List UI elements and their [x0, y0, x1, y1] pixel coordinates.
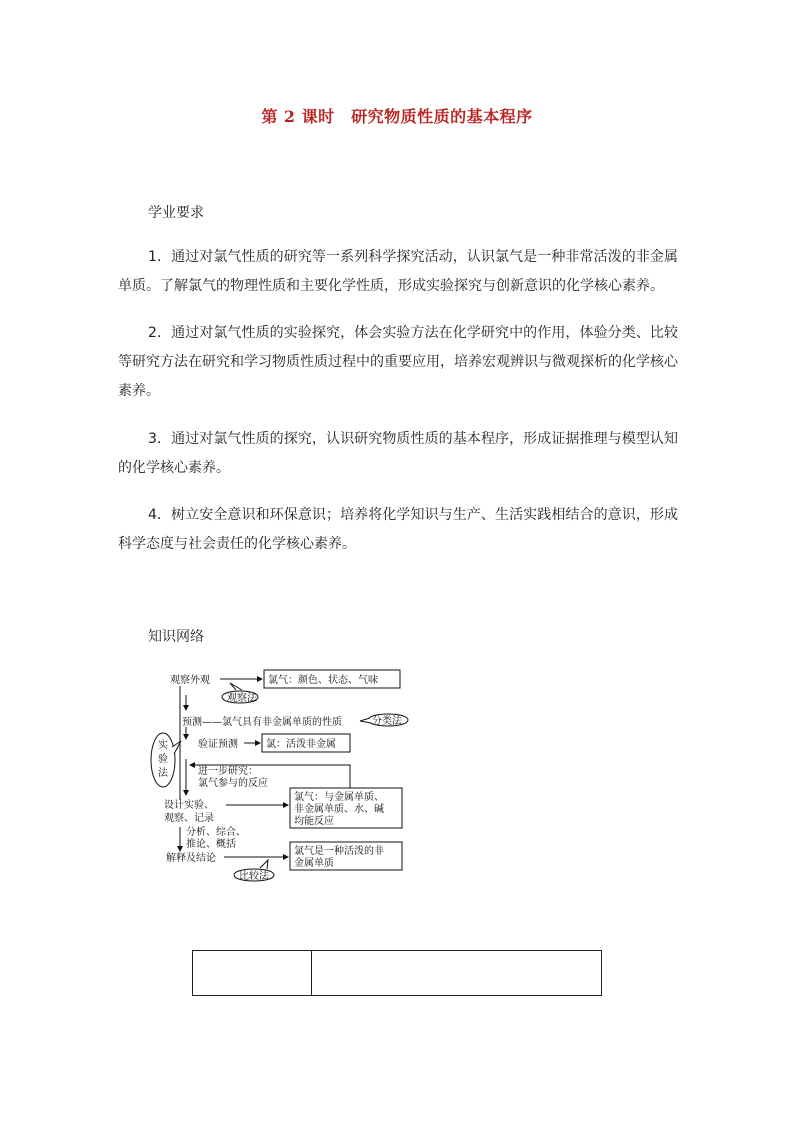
requirement-item-2: 2．通过对氯气性质的实验探究，体会实验方法在化学研究中的作用，体验分类、比较等研究方法在研究和学习物质性质过程中的重要应用，培养宏观辨识与微观探析的化学核心素养。 [118, 325, 678, 399]
box-react-text-2: 非金属单质、水、碱 [294, 804, 384, 815]
step-conclude: 解释及结论 [166, 853, 216, 864]
step-analyze-2: 推论、概括 [186, 839, 236, 850]
box-result-text-1: 氯气是一种活泼的非 [294, 846, 384, 857]
step-verify: 验证预测 [198, 739, 238, 750]
box-appearance-text: 氯气：颜色、状态、气味 [268, 675, 378, 686]
step-design-1: 设计实验、 [164, 800, 214, 811]
empty-table [192, 950, 602, 996]
method-observation: 观察法 [227, 693, 257, 704]
method-comparison: 比较法 [239, 871, 269, 882]
page-title: 第 2 课时 研究物质性质的基本程序 [261, 107, 533, 126]
box-react-text-1: 氯气：与金属单质、 [294, 792, 384, 803]
table-cell-left [193, 951, 312, 995]
step-further-1: 进一步研究： [198, 766, 258, 777]
requirement-item-3: 3．通过对氯气性质的探究，认识研究物质性质的基本程序，形成证据推理与模型认知的化学核心素养。 [118, 431, 678, 476]
step-design-2: 观察、记录 [164, 813, 214, 824]
step-analyze-1: 分析、综合、 [186, 827, 246, 838]
step-observe: 观察外观 [170, 675, 210, 686]
box-active-text: 氯：活泼非金属 [266, 739, 336, 750]
knowledge-network-diagram [150, 655, 430, 890]
network-heading: 知识网络 [148, 629, 204, 645]
box-result-text-2: 金属单质 [294, 858, 334, 869]
requirements-heading: 学业要求 [148, 205, 204, 221]
requirement-item-4: 4．树立安全意识和环保意识；培养将化学知识与生产、生活实践相结合的意识，形成科学态度与社会责任的化学核心素养。 [118, 507, 678, 552]
table-cell-right [312, 951, 601, 995]
method-experiment-2: 验 [158, 754, 168, 765]
step-further-2: 氯气参与的反应 [198, 778, 268, 789]
method-classification: 分类法 [372, 716, 402, 727]
requirement-item-1: 1．通过对氯气性质的研究等一系列科学探究活动，认识氯气是一种非常活泼的非金属单质。了解氯气的物理性质和主要化学性质，形成实验探究与创新意识的化学核心素养。 [118, 249, 678, 294]
step-predict: 预测——氯气具有非金属单质的性质 [182, 717, 342, 728]
method-experiment-3: 法 [158, 768, 168, 779]
method-experiment-1: 实 [158, 740, 168, 751]
box-react-text-3: 均能反应 [294, 816, 334, 827]
